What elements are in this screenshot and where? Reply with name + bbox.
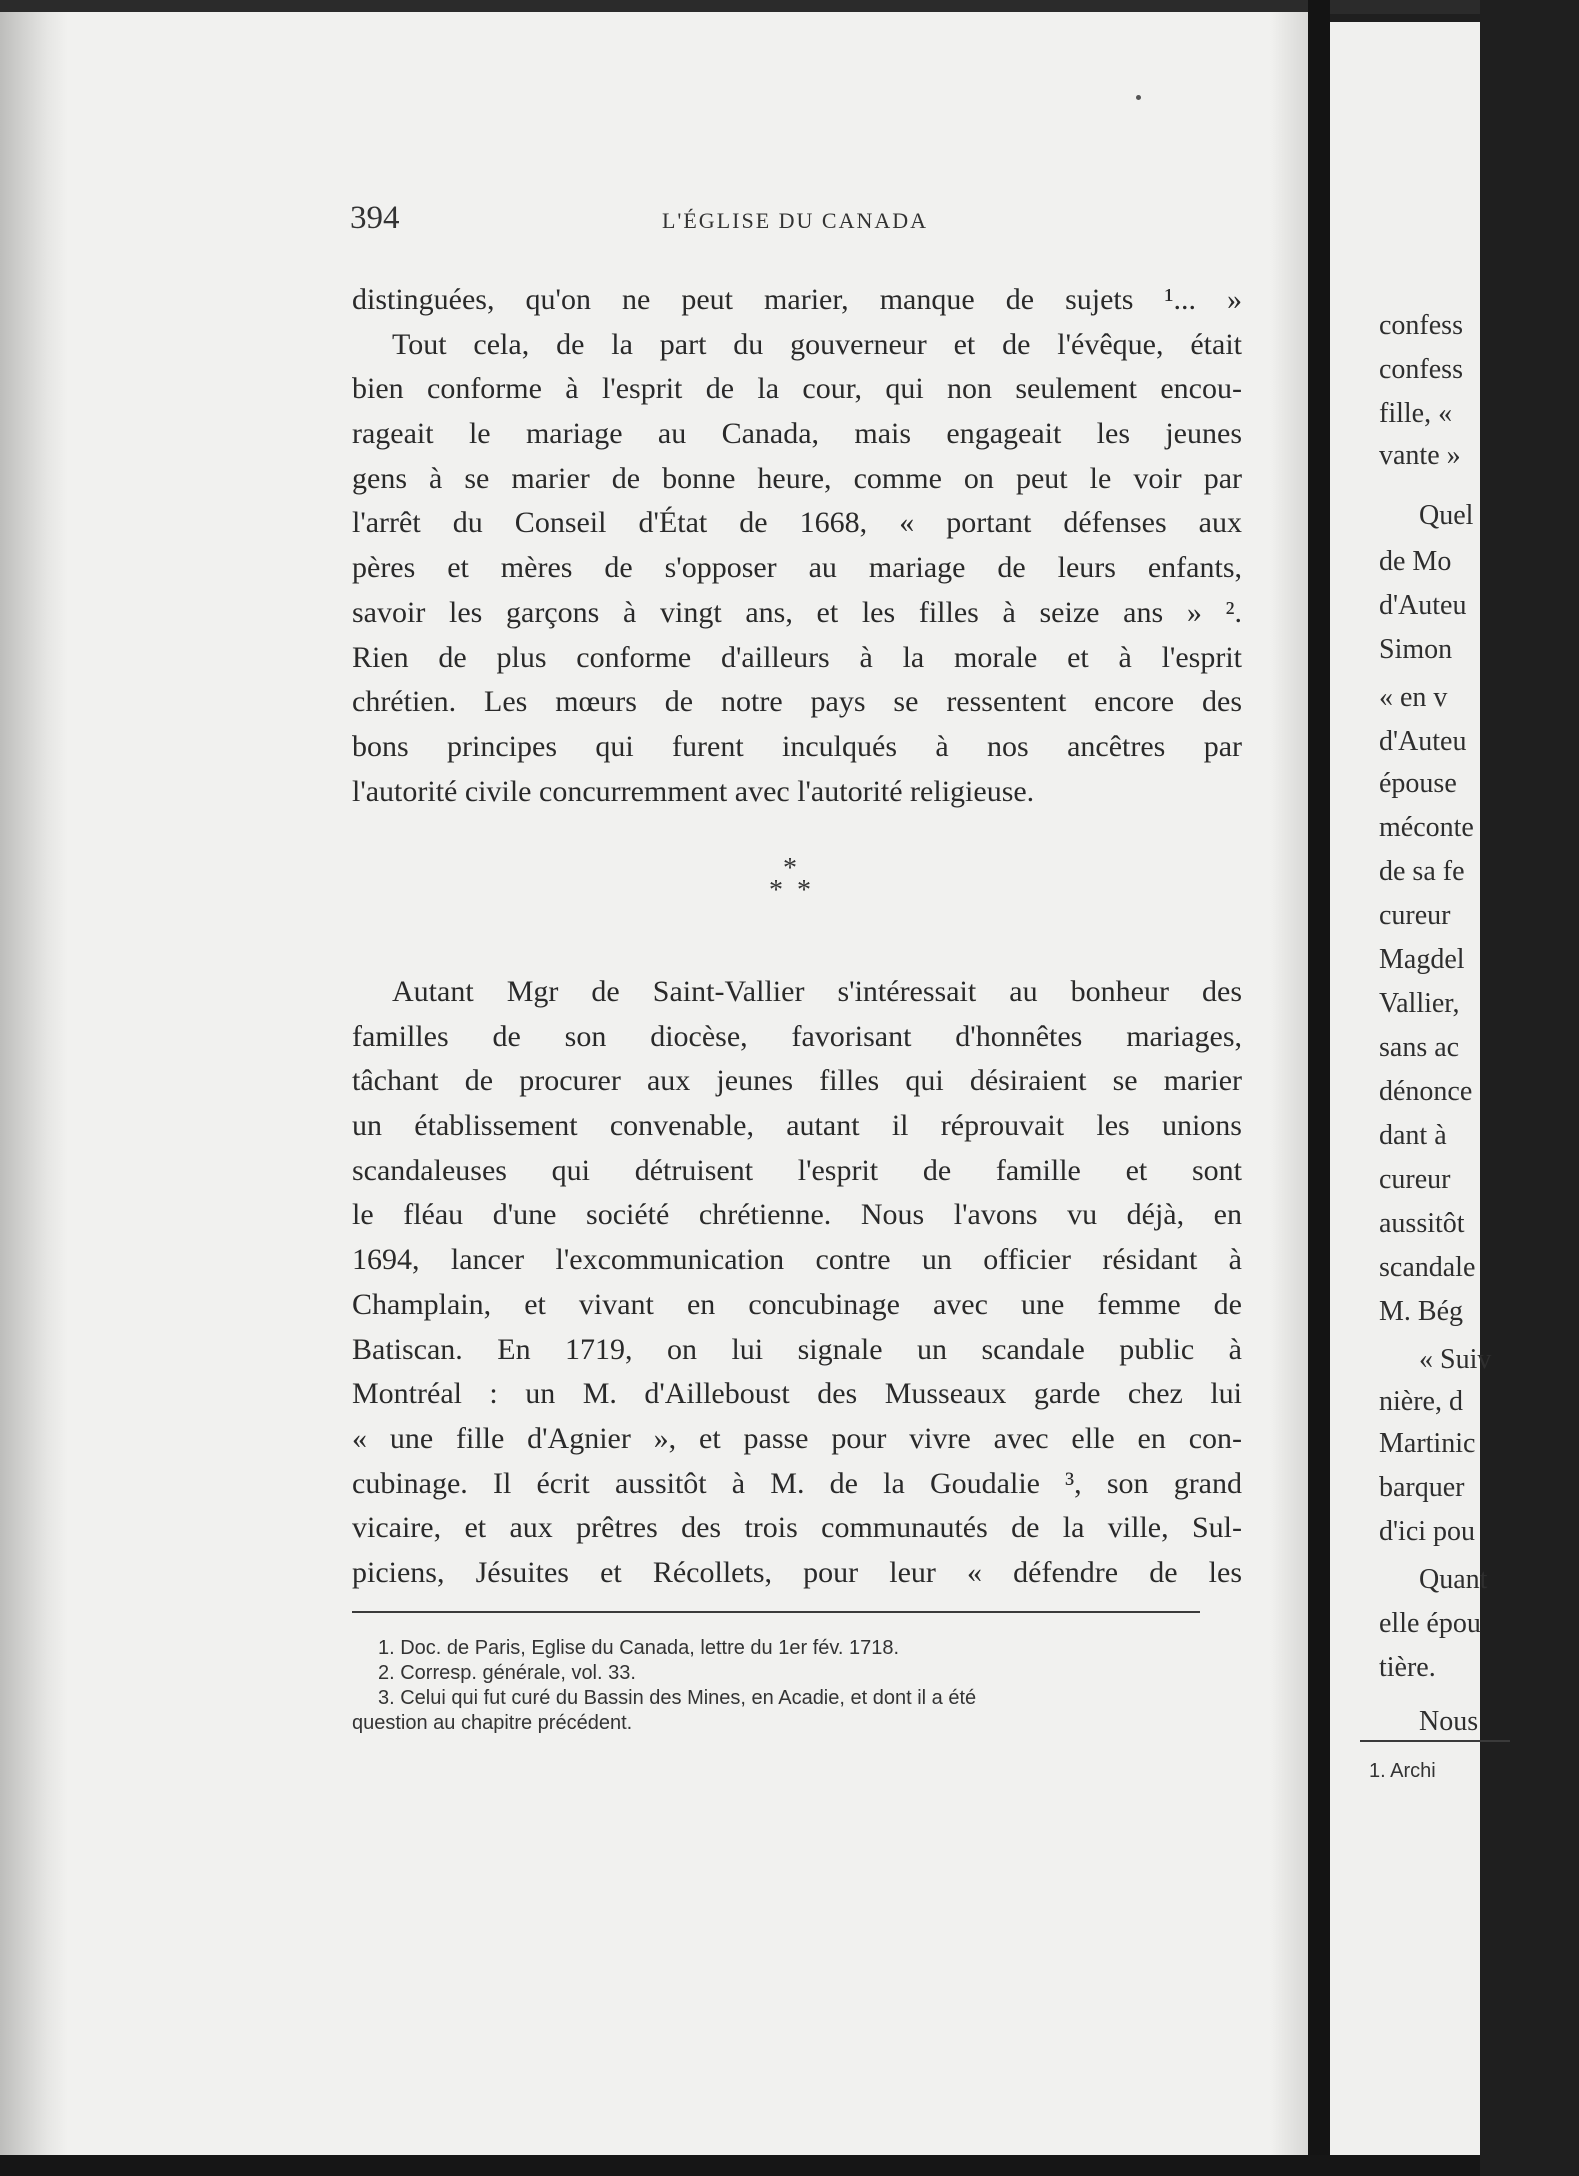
section-break-asterism xyxy=(740,853,840,918)
right-page-line: Martinic xyxy=(1379,1428,1476,1459)
right-page-line: sans ac xyxy=(1379,1032,1460,1063)
right-page-line: Quel xyxy=(1419,500,1474,531)
text-line: tâchant de procurer aux jeunes filles qui désiraient se marier xyxy=(352,1064,1242,1098)
text-line: bons principes qui furent inculqués à nos ancêtres par xyxy=(352,729,1242,763)
text-line: le fléau d'une société chrétienne. Nous l'avons vu déjà, en xyxy=(352,1198,1242,1232)
right-page-line: de Mo xyxy=(1379,546,1452,577)
right-page-partial xyxy=(1330,22,1492,2155)
right-page-line: « en v xyxy=(1379,682,1448,713)
right-page-line: aussitôt xyxy=(1379,1208,1465,1239)
text-line: gens à se marier de bonne heure, comme on peut le voir par xyxy=(352,461,1242,495)
body-text-part-2 xyxy=(352,970,1242,1596)
asterism-top: * xyxy=(783,853,797,884)
text-line: chrétien. Les mœurs de notre pays se ressentent encore des xyxy=(352,685,1242,719)
scan-bottom-border xyxy=(0,2155,1480,2176)
right-page-line: cureur xyxy=(1379,900,1451,931)
right-page-line: fille, « xyxy=(1379,398,1453,429)
right-page-line: méconte xyxy=(1379,812,1474,843)
footnote: 3. Celui qui fut curé du Bassin des Mines, en Acadie, et dont il a été xyxy=(378,1687,977,1709)
right-page-line: barquer xyxy=(1379,1472,1465,1503)
text-line: Batiscan. En 1719, on lui signale un scandale public à xyxy=(352,1332,1242,1366)
text-line: Champlain, et vivant en concubinage avec une femme de xyxy=(352,1287,1242,1321)
text-line: familles de son diocèse, favorisant d'honnêtes mariages, xyxy=(352,1019,1242,1053)
asterism-bottom: * * xyxy=(769,875,811,906)
right-page-line: dénonce xyxy=(1379,1076,1473,1107)
text-line: savoir les garçons à vingt ans, et les filles à seize ans » ². xyxy=(352,595,1242,629)
footnote: 1. Doc. de Paris, Eglise du Canada, lettre du 1er fév. 1718. xyxy=(378,1637,900,1659)
right-page-line: tière. xyxy=(1379,1652,1436,1683)
footnote-rule xyxy=(352,1611,1200,1613)
right-page-line: Simon xyxy=(1379,634,1453,665)
text-line: un établissement convenable, autant il réprouvait les unions xyxy=(352,1109,1242,1143)
right-page-line: Nous xyxy=(1419,1706,1479,1737)
text-line: cubinage. Il écrit aussitôt à M. de la Goudalie ³, son grand xyxy=(352,1466,1242,1500)
page-number: 394 xyxy=(350,200,400,236)
text-line: Montréal : un M. d'Ailleboust des Musseaux garde chez lui xyxy=(352,1377,1242,1411)
right-page-line: d'Auteu xyxy=(1379,726,1467,757)
text-line: « une fille d'Agnier », et passe pour vivre avec elle en con- xyxy=(352,1421,1242,1455)
text-line: Autant Mgr de Saint-Vallier s'intéressait au bonheur des xyxy=(392,975,1242,1008)
right-page-line: elle épou xyxy=(1379,1608,1481,1639)
text-line: vicaire, et aux prêtres des trois communautés de la ville, Sul- xyxy=(352,1511,1242,1545)
gutter-shadow xyxy=(1270,12,1310,2155)
footnote-continuation: question au chapitre précédent. xyxy=(352,1712,633,1734)
right-footnote-rule xyxy=(1360,1740,1510,1742)
right-page-line: épouse xyxy=(1379,768,1457,799)
right-page-line: cureur xyxy=(1379,1164,1451,1195)
right-page-line: d'ici pou xyxy=(1379,1516,1476,1547)
text-line: 1694, lancer l'excommunication contre un officier résidant à xyxy=(352,1243,1242,1277)
right-page-line: Vallier, xyxy=(1379,988,1460,1019)
text-line: distinguées, qu'on ne peut marier, manque de sujets ¹... » xyxy=(352,283,1242,316)
text-line: rageait le mariage au Canada, mais engageait les jeunes xyxy=(352,417,1242,451)
ink-speck xyxy=(1136,95,1141,100)
text-line: l'autorité civile concurremment avec l'autorité religieuse. xyxy=(352,774,1035,808)
page-edge-shading xyxy=(0,12,68,2155)
right-page-line: vante » xyxy=(1379,440,1461,471)
right-footnote: 1. Archi xyxy=(1369,1760,1436,1782)
footnote: 2. Corresp. générale, vol. 33. xyxy=(378,1662,636,1684)
right-page-line: M. Bég xyxy=(1379,1296,1463,1327)
right-page-line: confess xyxy=(1379,310,1463,341)
text-line: Rien de plus conforme d'ailleurs à la morale et à l'esprit xyxy=(352,640,1242,674)
right-page-line: « Suiv xyxy=(1419,1344,1492,1375)
page-header xyxy=(350,200,1240,250)
text-line: scandaleuses qui détruisent l'esprit de famille et sont xyxy=(352,1153,1242,1187)
right-page-line: confess xyxy=(1379,354,1463,385)
right-page-line: d'Auteu xyxy=(1379,590,1467,621)
right-page-line: dant à xyxy=(1379,1120,1447,1151)
right-page-line: nière, d xyxy=(1379,1386,1463,1417)
book-spine-gutter xyxy=(1308,0,1330,2160)
text-line: l'arrêt du Conseil d'État de 1668, « portant défenses aux xyxy=(352,506,1242,540)
text-line: bien conforme à l'esprit de la cour, qui non seulement encou- xyxy=(352,372,1242,406)
right-page-line: Magdel xyxy=(1379,944,1465,975)
footnotes xyxy=(352,1636,1242,1736)
right-page-line: Quant xyxy=(1419,1564,1488,1595)
right-page-line: de sa fe xyxy=(1379,856,1465,887)
text-line: Tout cela, de la part du gouverneur et de l'évêque, était xyxy=(392,327,1242,361)
body-text-part-1 xyxy=(352,278,1242,814)
text-line: pères et mères de s'opposer au mariage de leurs enfants, xyxy=(352,551,1242,585)
right-page-line: scandale xyxy=(1379,1252,1476,1283)
running-head: L'ÉGLISE DU CANADA xyxy=(661,208,929,233)
text-line: piciens, Jésuites et Récollets, pour leur « défendre de les xyxy=(352,1555,1242,1589)
